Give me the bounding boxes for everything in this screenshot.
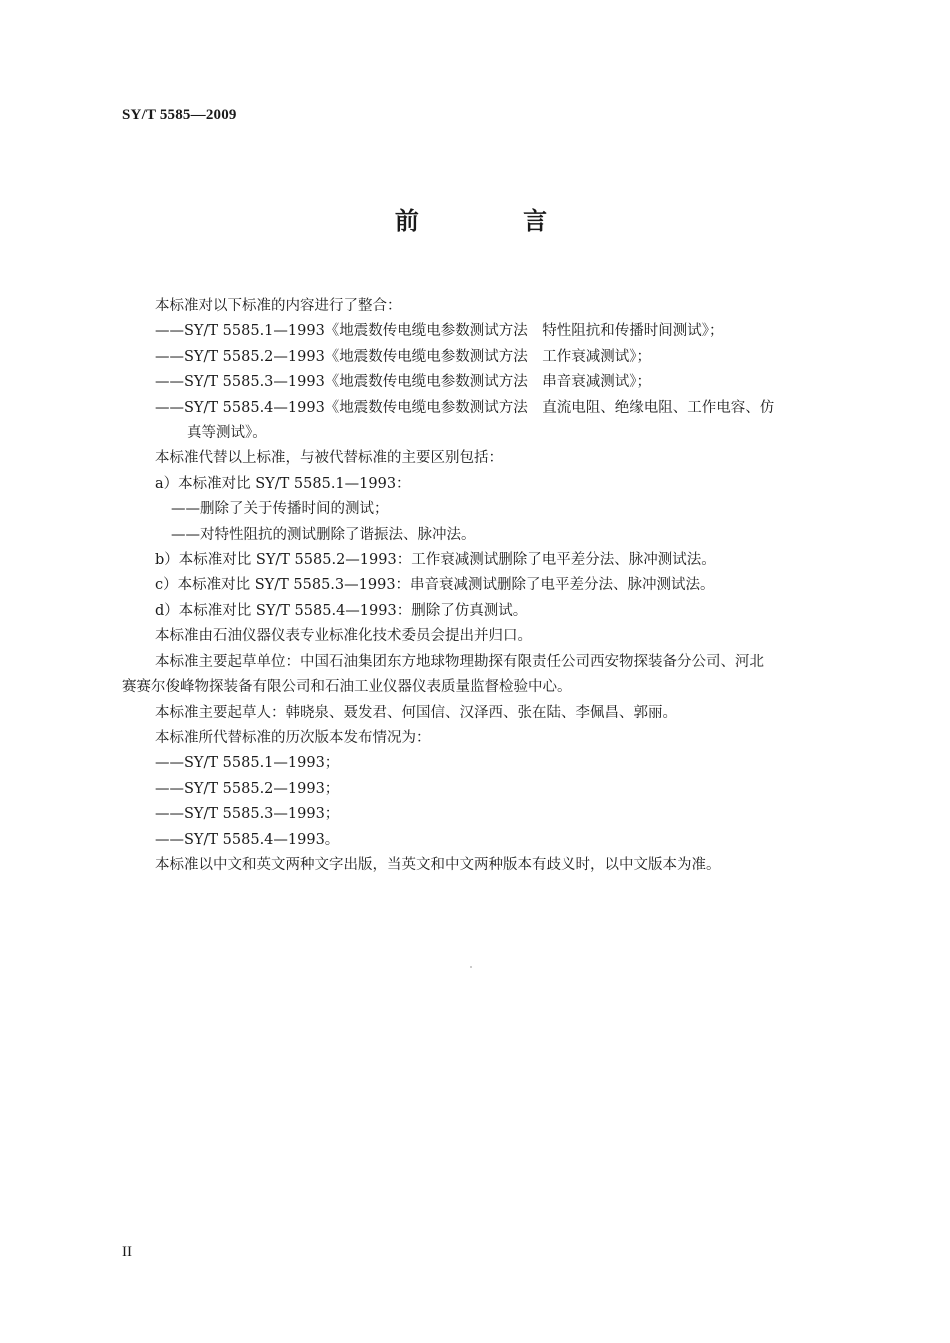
paragraph-drafting-units: 本标准主要起草单位：中国石油集团东方地球物理勘探有限责任公司西安物探装备分公司、河北 <box>155 653 764 670</box>
paragraph-drafting-units-continued: 赛赛尔俊峰物探装备有限公司和石油工业仪器仪表质量监督检验中心。 <box>122 679 572 696</box>
history-item: ——SY/T 5585.2—1993； <box>155 780 340 797</box>
page-title: 前 言 <box>394 207 596 235</box>
paragraph: 本标准由石油仪器仪表专业标准化技术委员会提出并归口。 <box>155 628 532 645</box>
preface-body <box>122 294 862 878</box>
replaced-standard-item: ——SY/T 5585.3—1993《地震数传电缆电参数测试方法 串音衰减测试》； <box>155 374 652 391</box>
replaced-standard-item: ——SY/T 5585.2—1993《地震数传电缆电参数测试方法 工作衰减测试》； <box>155 348 652 365</box>
paragraph: 本标准所代替标准的历次版本发布情况为： <box>155 729 431 746</box>
document-code: SY/T 5585—2009 <box>122 107 237 123</box>
difference-subitem: ——删除了关于传播时间的测试； <box>171 501 389 518</box>
replaced-standard-item: ——SY/T 5585.4—1993《地震数传电缆电参数测试方法 直流电阻、绝缘电阻、工作电容、仿 <box>155 399 775 416</box>
difference-item-c: c）本标准对比 SY/T 5585.3—1993：串音衰减测试删除了电平差分法、脉冲测试法。 <box>155 577 715 594</box>
replaced-standard-item-continued: 真等测试》。 <box>187 425 267 442</box>
history-item: ——SY/T 5585.1—1993； <box>155 755 340 772</box>
paragraph: 本标准对以下标准的内容进行了整合： <box>155 298 402 314</box>
difference-item-d: d）本标准对比 SY/T 5585.4—1993：删除了仿真测试。 <box>155 602 528 619</box>
difference-item-a: a）本标准对比 SY/T 5585.1—1993： <box>155 475 411 492</box>
paragraph-language: 本标准以中文和英文两种文字出版，当英文和中文两种版本有歧义时，以中文版本为准。 <box>155 856 721 873</box>
page-number: II <box>122 1244 132 1260</box>
difference-subitem: ——对特性阻抗的测试删除了谐振法、脉冲法。 <box>171 526 476 543</box>
paragraph: 本标准代替以上标准，与被代替标准的主要区别包括： <box>155 450 503 467</box>
history-item: ——SY/T 5585.3—1993； <box>155 806 340 823</box>
replaced-standard-item: ——SY/T 5585.1—1993《地震数传电缆电参数测试方法 特性阻抗和传播时间测试》； <box>155 323 724 340</box>
history-item: ——SY/T 5585.4—1993。 <box>155 831 340 848</box>
difference-item-b: b）本标准对比 SY/T 5585.2—1993：工作衰减测试删除了电平差分法、脉冲测试法。 <box>155 552 716 569</box>
paragraph-drafters: 本标准主要起草人：韩晓泉、聂发君、何国信、汉泽西、张在陆、李佩昌、郭丽。 <box>155 704 677 721</box>
scan-speck <box>470 966 472 968</box>
